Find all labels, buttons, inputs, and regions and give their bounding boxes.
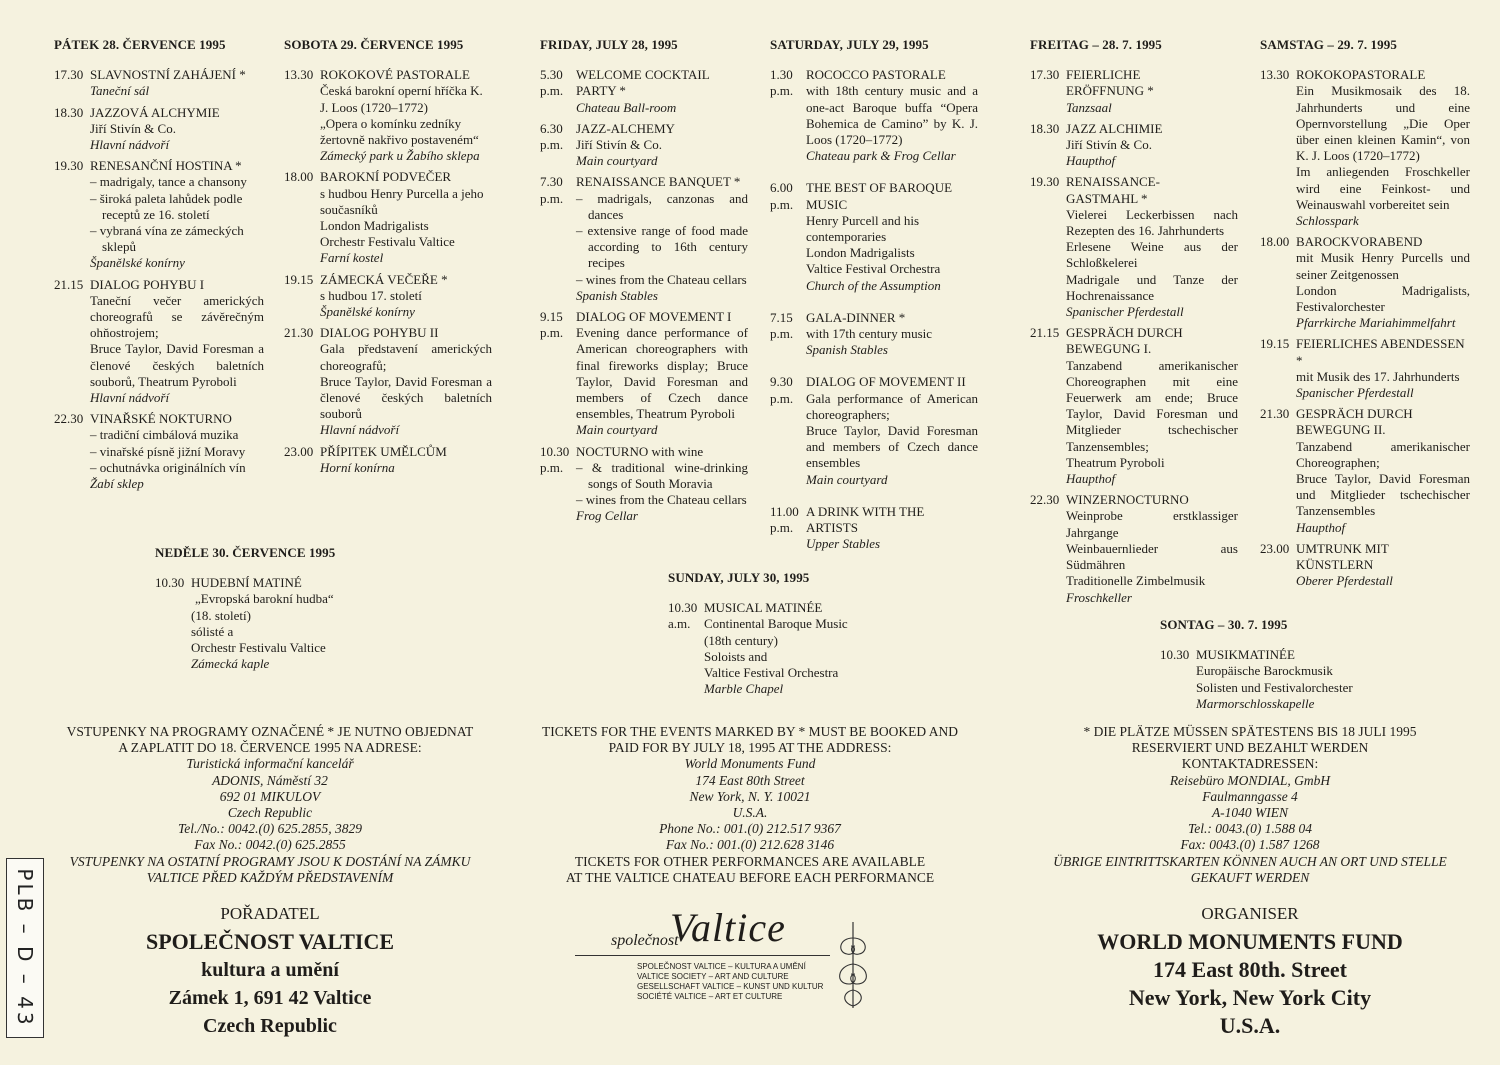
event-detail: mit Musik Henry Purcells und seiner Zeitgenossen (1296, 250, 1470, 282)
event (1260, 234, 1470, 331)
organiser-label: ORGANISER (1201, 904, 1299, 923)
event-time: 23.00 (284, 443, 314, 459)
event-detail: (18. století) (191, 607, 251, 623)
address-line: Tel./No.: 0042.(0) 625.2855, 3829 (177, 821, 362, 837)
tickets-footer: VSTUPENKY NA OSTATNÍ PROGRAMY JSOU K DOSTÁNÍ NA ZÁMKU (69, 853, 471, 869)
event-time: 19.30 (54, 158, 84, 174)
event-title: HUDEBNÍ MATINÉ (191, 575, 302, 591)
address-line: Fax No.: 0042.(0) 625.2855 (194, 837, 346, 853)
event-title: A DRINK WITH THE ARTISTS (806, 503, 925, 536)
event-detail: Česká barokní operní hříčka K. J. Loos (1720–1772) (320, 83, 483, 115)
event-detail: Europäische Barockmusik (1196, 663, 1333, 679)
event (770, 504, 978, 553)
event-venue: Španělské konírny (90, 255, 185, 271)
event-detail: Vielerei Leckerbissen nach Rezepten des 16. Jahrhunderts (1066, 206, 1238, 239)
event-title: GESPRÄCH DURCH BEWEGUNG II. (1296, 406, 1413, 438)
event-detail: Tanzabend amerikanischer Choreographen mit eine Feuerwerk am ende; Bruce Taylor, David Foresman und Mitglieder tschechischer Tanzensembles; (1066, 357, 1238, 454)
tickets-footer: GEKAUFT WERDEN (1190, 869, 1310, 885)
event-detail: Henry Purcell and his contemporaries (806, 212, 920, 245)
event-detail: Soloists and (704, 648, 768, 664)
event-detail: London Madrigalists, Festivalorchester (1296, 282, 1470, 315)
event-venue: Horní konírna (320, 459, 395, 475)
event-venue: Farní kostel (320, 250, 384, 266)
organiser-line: kultura a umění (201, 959, 339, 981)
logo-caption-line: GESELLSCHAFT VALTICE – KUNST UND KULTUR (637, 982, 824, 991)
en-saturday-column (770, 37, 978, 557)
event-ampm: p.m. (540, 83, 564, 99)
address-line: 692 01 MIKULOV (219, 788, 321, 804)
event-detail: Gala performance of American choreographers; (806, 390, 978, 422)
event-title: ROKOKOPASTORALE (1296, 67, 1426, 83)
event-title: DIALOG OF MOVEMENT I (576, 309, 732, 325)
event-detail: s hudbou 17. století (320, 287, 422, 303)
organiser-line: New York, New York City (1128, 985, 1372, 1010)
event (540, 309, 748, 439)
event (1260, 336, 1470, 401)
tickets-footer: VALTICE PŘED KAŽDÝM PŘEDSTAVENÍM (146, 869, 394, 885)
event-venue: Oberer Pferdestall (1296, 573, 1393, 589)
event (668, 600, 908, 697)
event-venue: Chateau park & Frog Cellar (806, 148, 956, 164)
event-ampm: p.m. (770, 83, 794, 99)
event-title: RENAISSANCE BANQUET * (576, 174, 741, 190)
event-title: BAROKNÍ PODVEČER (320, 169, 452, 185)
event (770, 310, 978, 359)
event-detail: Taneční večer amerických choreografů se závěrečným ohňostrojem; (90, 292, 264, 341)
event-venue: Frog Cellar (576, 508, 638, 524)
de-sunday-block (1160, 617, 1400, 717)
day-heading: SUNDAY, JULY 30, 1995 (668, 570, 810, 585)
event-title: MUSICAL MATINÉE (704, 600, 823, 616)
event-venue: Pfarrkirche Mariahimmelfahrt (1296, 315, 1456, 331)
event-ampm: a.m. (668, 616, 691, 632)
event-time: 6.00 (770, 180, 793, 196)
event-detail: Im anliegenden Froschkeller wird eine Feinkost- und Weinauswahl vorbereitet sein (1296, 164, 1470, 212)
event-title: VINAŘSKÉ NOKTURNO (90, 411, 232, 427)
event-venue: Hlavní nádvoří (90, 390, 170, 406)
tickets-heading: * DIE PLÄTZE MÜSSEN SPÄTESTENS BIS 18 JULI 1995 (1083, 724, 1417, 739)
event (1030, 492, 1238, 605)
event (54, 158, 264, 271)
event-detail: Continental Baroque Music (704, 616, 848, 632)
logo-script-small: společnost (611, 932, 679, 949)
event-detail: – tradiční cimbálová muzika (90, 427, 239, 443)
event (1260, 541, 1470, 590)
event (1030, 325, 1238, 487)
event-detail: – ochutnávka originálních vín (90, 459, 246, 475)
event-time: 21.15 (54, 276, 84, 292)
day-heading: SOBOTA 29. ČERVENCE 1995 (284, 37, 464, 52)
tickets-heading: TICKETS FOR THE EVENTS MARKED BY * MUST BE BOOKED AND (541, 724, 959, 739)
event-title: THE BEST OF BAROQUE MUSIC (806, 180, 953, 212)
event-time: 21.30 (284, 325, 314, 341)
tickets-heading: VSTUPENKY NA PROGRAMY OZNAČENÉ * JE NUTNO OBJEDNAT (66, 724, 474, 739)
event-venue: Spanischer Pferdestall (1296, 385, 1414, 401)
event-detail: – extensive range of food made according to 16th century recipes (576, 223, 748, 271)
event-time: 10.30 (540, 443, 570, 459)
event-time: 18.00 (1260, 234, 1290, 250)
event-time: 7.30 (540, 174, 563, 190)
event-time: 1.30 (770, 67, 793, 83)
day-heading: SAMSTAG – 29. 7. 1995 (1260, 37, 1397, 52)
event-title: JAZZ-ALCHEMY (576, 120, 675, 136)
address-line: Faulmanngasse 4 (1202, 788, 1298, 804)
de-saturday-column (1260, 37, 1470, 595)
event-time: 13.30 (1260, 67, 1290, 83)
day-heading: PÁTEK 28. ČERVENCE 1995 (54, 37, 226, 52)
tickets-footer: AT THE VALTICE CHATEAU BEFORE EACH PERFORMANCE (565, 869, 935, 885)
organiser-english (1060, 904, 1440, 1040)
event-detail: Bruce Taylor, David Foresman and members of Czech dance ensembles (806, 423, 978, 471)
event (540, 67, 748, 116)
logo-script-large: Valtice (670, 905, 786, 950)
address-line: Fax: 0043.(0) 1.587 1268 (1180, 837, 1320, 853)
event (770, 374, 978, 487)
event-detail: Orchestr Festivalu Valtice (191, 640, 326, 656)
event-detail: Weinbauernlieder aus Südmähren (1066, 540, 1238, 573)
organiser-line: WORLD MONUMENTS FUND (1097, 929, 1403, 954)
address-line: World Monuments Fund (684, 756, 816, 772)
event-time: 22.30 (1030, 492, 1060, 508)
event (540, 174, 748, 304)
event (284, 325, 492, 438)
event-detail: Madrigale und Tanze der Hochrenaissance (1066, 271, 1238, 303)
event-time: 13.30 (284, 67, 314, 83)
event-title: GALA-DINNER * (806, 309, 906, 325)
event-title: DIALOG POHYBU I (90, 276, 205, 292)
event-detail: – madrigals, canzonas and dances (576, 190, 748, 222)
event-ampm: p.m. (770, 390, 794, 406)
event-detail: mit Musik des 17. Jahrhunderts (1296, 368, 1460, 384)
event-title: RENAISSANCE-GASTMAHL * (1066, 174, 1160, 206)
event-detail: Traditionelle Zimbelmusik (1066, 573, 1206, 589)
event (1160, 647, 1400, 712)
event-detail: Valtice Festival Orchestra (704, 665, 839, 681)
event (54, 105, 264, 154)
event (54, 411, 264, 492)
event-time: 17.30 (54, 67, 84, 83)
cz-saturday-column (284, 37, 492, 481)
organiser-line: 174 East 80th. Street (1153, 957, 1347, 982)
organiser-line: Zámek 1, 691 42 Valtice (168, 987, 372, 1009)
event-detail: Jiří Stivín & Co. (1066, 137, 1152, 153)
valtice-society-logo (575, 900, 885, 1010)
organiser-line: Czech Republic (203, 1015, 337, 1037)
event-detail: Bruce Taylor, David Foresman und Mitglieder tschechischer Tanzensembles (1296, 471, 1470, 519)
event-detail: – madrigaly, tance a chansony (90, 174, 247, 190)
event-venue: Taneční sál (90, 83, 150, 99)
event (284, 272, 492, 321)
address-line: Tel.: 0043.(0) 1.588 04 (1188, 821, 1312, 837)
event-venue: Schlosspark (1296, 213, 1359, 229)
event-venue: Upper Stables (806, 536, 881, 552)
event-ampm: p.m. (770, 520, 794, 536)
event-venue: Hlavní nádvoří (320, 422, 400, 438)
day-heading: NEDĚLE 30. ČERVENCE 1995 (155, 545, 336, 560)
event-detail: Bruce Taylor, David Foresman a členové českých baletních souborů, Theatrum Pyroboli (90, 341, 264, 389)
event-venue: Spanish Stables (806, 342, 888, 358)
tickets-heading: PAID FOR BY JULY 18, 1995 AT THE ADDRESS: (608, 740, 892, 756)
event (155, 575, 415, 672)
event (1030, 174, 1238, 320)
event-detail: – wines from the Chateau cellars (576, 271, 747, 287)
tickets-heading: RESERVIERT UND BEZAHLT WERDEN (1131, 740, 1369, 756)
event-time: 22.30 (54, 411, 84, 427)
en-sunday-block (668, 570, 908, 702)
event-venue: Žabí sklep (90, 476, 144, 492)
event-detail: – vybraná vína ze zámeckých sklepů (90, 223, 244, 255)
event-title: FEIERLICHE ERÖFFNUNG * (1066, 67, 1154, 99)
event-venue: Španělské konírny (320, 304, 415, 320)
event-detail: – vinařské písně jižní Moravy (90, 443, 246, 459)
tickets-info-czech (40, 724, 500, 886)
event-venue: Chateau Ball-room (576, 99, 677, 115)
event-title: MUSIKMATINÉE (1196, 647, 1295, 663)
event (1260, 67, 1470, 229)
address-line: Turistická informační kancelář (186, 756, 354, 772)
event-title: ZÁMECKÁ VEČEŘE * (320, 271, 448, 287)
address-line: Reisebüro MONDIAL, GmbH (1169, 772, 1331, 788)
day-heading: FRIDAY, JULY 28, 1995 (540, 37, 678, 52)
event-detail: with 17th century music (806, 326, 933, 342)
event-ampm: p.m. (540, 137, 564, 153)
event-title: UMTRUNK MIT KÜNSTLERN (1296, 540, 1389, 573)
event-time: 19.15 (284, 271, 314, 287)
event-title: WINZERNOCTURNO (1066, 492, 1189, 508)
event-title: ROCOCCO PASTORALE (806, 67, 946, 83)
event-time: 19.30 (1030, 174, 1060, 190)
event-detail: London Madrigalists (806, 245, 915, 261)
event-ampm: p.m. (540, 459, 564, 475)
event-detail: Solisten und Festivalorchester (1196, 679, 1353, 695)
day-heading: FREITAG – 28. 7. 1995 (1030, 37, 1162, 52)
event-time: 23.00 (1260, 540, 1290, 556)
event (540, 444, 748, 525)
event-detail: Bruce Taylor, David Foresman a členové českých baletních souborů (320, 373, 492, 422)
tickets-heading: A ZAPLATIT DO 18. ČERVENCE 1995 NA ADRESE: (118, 740, 422, 756)
event-detail: Jiří Stivín & Co. (576, 137, 662, 153)
event-venue: Spanish Stables (576, 287, 658, 303)
event (1030, 121, 1238, 170)
event-venue: Main courtyard (806, 471, 888, 487)
event-title: ROKOKOVÉ PASTORALE (320, 67, 470, 83)
organiser-czech (100, 904, 440, 1040)
event-detail: Gala představení amerických choreografů; (320, 341, 492, 373)
organiser-line: SPOLEČNOST VALTICE (145, 929, 395, 954)
logo-caption (637, 962, 823, 1002)
organiser-line: U.S.A. (1219, 1013, 1281, 1038)
address-line: Czech Republic (227, 805, 313, 821)
event-venue: Main courtyard (576, 153, 658, 169)
logo-rule (575, 955, 830, 956)
event-time: 18.30 (1030, 120, 1060, 136)
event-detail: Ein Musikmosaik des 18. Jahrhunderts und eine Opernvorstellung „Die Oper über einen kleinen Kamin“, von K. J. Loos (1720–1772) (1296, 83, 1470, 164)
event-venue: Marmorschlosskapelle (1196, 695, 1315, 711)
event-detail: Orchestr Festivalu Valtice (320, 234, 455, 250)
event-venue: Haupthof (1066, 471, 1116, 487)
day-heading: SONTAG – 30. 7. 1995 (1160, 617, 1288, 632)
event-time: 11.00 (770, 503, 799, 519)
event-detail: Theatrum Pyroboli (1066, 454, 1165, 470)
event-detail: – široká paleta lahůdek podle receptů ze 16. století (90, 190, 243, 222)
address-line: New York, N. Y. 10021 (689, 788, 811, 804)
tickets-heading: KONTAKTADRESSEN: (1181, 756, 1319, 772)
event-time: 10.30 (668, 600, 698, 616)
event-time: 6.30 (540, 120, 563, 136)
logo-caption-line: VALTICE SOCIETY – ART AND CULTURE (637, 972, 789, 981)
event-title: JAZZOVÁ ALCHYMIE (90, 104, 220, 120)
event-title: NOCTURNO with wine (576, 443, 704, 459)
event-venue: Haupthof (1296, 519, 1346, 535)
tickets-footer: ÜBRIGE EINTRITTSKARTEN KÖNNEN AUCH AN ORT UND STELLE (1053, 853, 1447, 869)
event-venue: Spanischer Pferdestall (1066, 304, 1184, 320)
event-detail: s hudbou Henry Purcella a jeho současníků (320, 185, 484, 217)
ornament-icon (831, 920, 875, 1010)
address-line: 174 East 80th Street (695, 772, 805, 788)
event-detail: Erlesene Weine aus der Schloßkelerei (1066, 239, 1238, 271)
en-friday-column (540, 37, 748, 530)
cz-sunday-block (155, 545, 415, 677)
archive-stamp (6, 858, 44, 1038)
event-title: FEIERLICHES ABENDESSEN * (1296, 336, 1465, 368)
event (284, 169, 492, 266)
event-venue: Tanzsaal (1066, 99, 1112, 115)
logo-caption-line: SPOLEČNOST VALTICE – KULTURA A UMĚNÍ (637, 962, 806, 971)
address-line: A-1040 WIEN (1211, 805, 1289, 821)
event-venue: Zámecká kaple (191, 656, 270, 672)
event-ampm: p.m. (540, 190, 564, 206)
event (770, 180, 978, 293)
event-ampm: p.m. (770, 326, 794, 342)
event (1260, 406, 1470, 536)
event-time: 19.15 (1260, 336, 1290, 352)
event-detail: (18th century) (704, 632, 779, 648)
archive-stamp-text: PLB – D – 43 (13, 868, 37, 1028)
event-venue: Hlavní nádvoří (90, 137, 170, 153)
event-time: 17.30 (1030, 67, 1060, 83)
event-title: BAROCKVORABEND (1296, 234, 1423, 250)
address-line: ADONIS, Náměstí 32 (212, 772, 328, 788)
event-time: 21.30 (1260, 406, 1290, 422)
organiser-label: POŘADATEL (220, 904, 320, 923)
event-detail: Weinprobe erstklassiger Jahrgange (1066, 508, 1238, 540)
address-line: Fax No.: 001.(0) 212.628 3146 (665, 837, 835, 853)
event-venue: Main courtyard (576, 422, 658, 438)
event (1030, 67, 1238, 116)
event-venue: Haupthof (1066, 153, 1116, 169)
tickets-info-german (1010, 724, 1490, 886)
event-time: 18.30 (54, 104, 84, 120)
event-time: 10.30 (1160, 647, 1190, 663)
event-detail: „Evropská barokní hudba“ (195, 591, 334, 607)
event-detail: Jiří Stivín & Co. (90, 120, 176, 136)
tickets-footer: TICKETS FOR OTHER PERFORMANCES ARE AVAILABLE (574, 853, 926, 869)
event-title: JAZZ ALCHIMIE (1066, 120, 1163, 136)
event-time: 7.15 (770, 309, 793, 325)
event-title: PŘÍPITEK UMĚLCŮM (320, 443, 447, 459)
event-detail: „Opera o komínku zedníky žertovně nakřivo postaveném“ (320, 115, 479, 148)
event-time: 9.15 (540, 309, 563, 325)
event-title: SLAVNOSTNÍ ZAHÁJENÍ * (90, 67, 246, 83)
logo-caption-line: SOCIÉTÉ VALTICE – ART ET CULTURE (637, 992, 783, 1001)
event-venue: Froschkeller (1066, 589, 1132, 605)
day-heading: SATURDAY, JULY 29, 1995 (770, 37, 929, 52)
event-title: WELCOME COCKTAIL PARTY * (576, 67, 710, 99)
de-friday-column (1030, 37, 1238, 611)
event-detail: Tanzabend amerikanischer Choreographen; (1296, 438, 1470, 470)
event-venue: Marble Chapel (704, 681, 784, 697)
event-time: 10.30 (155, 575, 185, 591)
event-ampm: p.m. (770, 196, 794, 212)
event-detail: with 18th century music and a one-act Baroque buffa “Opera Bohemica de Camino” by K. J. Loos (1720–1772) (806, 83, 978, 148)
event-time: 5.30 (540, 67, 563, 83)
event (54, 67, 264, 99)
address-line: Phone No.: 001.(0) 212.517 9367 (659, 821, 841, 837)
event-detail: London Madrigalists (320, 218, 429, 234)
event-detail: – wines from the Chateau cellars (576, 492, 747, 508)
event (284, 444, 492, 476)
address-line: U.S.A. (732, 805, 768, 821)
event-detail: Evening dance performance of American choreographers with final fireworks display; Bruce Taylor, David Foresman and members of Czech dance ensembles, Theatrum Pyroboli (576, 325, 748, 422)
event-detail: sólisté a (191, 623, 234, 639)
event (540, 121, 748, 170)
event-title: RENESANČNÍ HOSTINA * (90, 158, 242, 174)
cz-friday-column (54, 37, 264, 497)
event-title: DIALOG POHYBU II (320, 325, 439, 341)
event-venue: Church of the Assumption (806, 277, 941, 293)
event-detail: Valtice Festival Orchestra (806, 261, 941, 277)
event (54, 277, 264, 407)
event-venue: Zámecký park u Žabího sklepa (320, 148, 480, 164)
event (770, 67, 978, 164)
event-title: GESPRÄCH DURCH BEWEGUNG I. (1066, 325, 1183, 357)
event (284, 67, 492, 164)
tickets-info-english (520, 724, 980, 886)
event-time: 21.15 (1030, 325, 1060, 341)
event-title: DIALOG OF MOVEMENT II (806, 374, 966, 390)
event-detail: – & traditional wine-drinking songs of South Moravia (576, 459, 748, 492)
event-time: 9.30 (770, 374, 793, 390)
event-time: 18.00 (284, 169, 314, 185)
event-ampm: p.m. (540, 325, 564, 341)
